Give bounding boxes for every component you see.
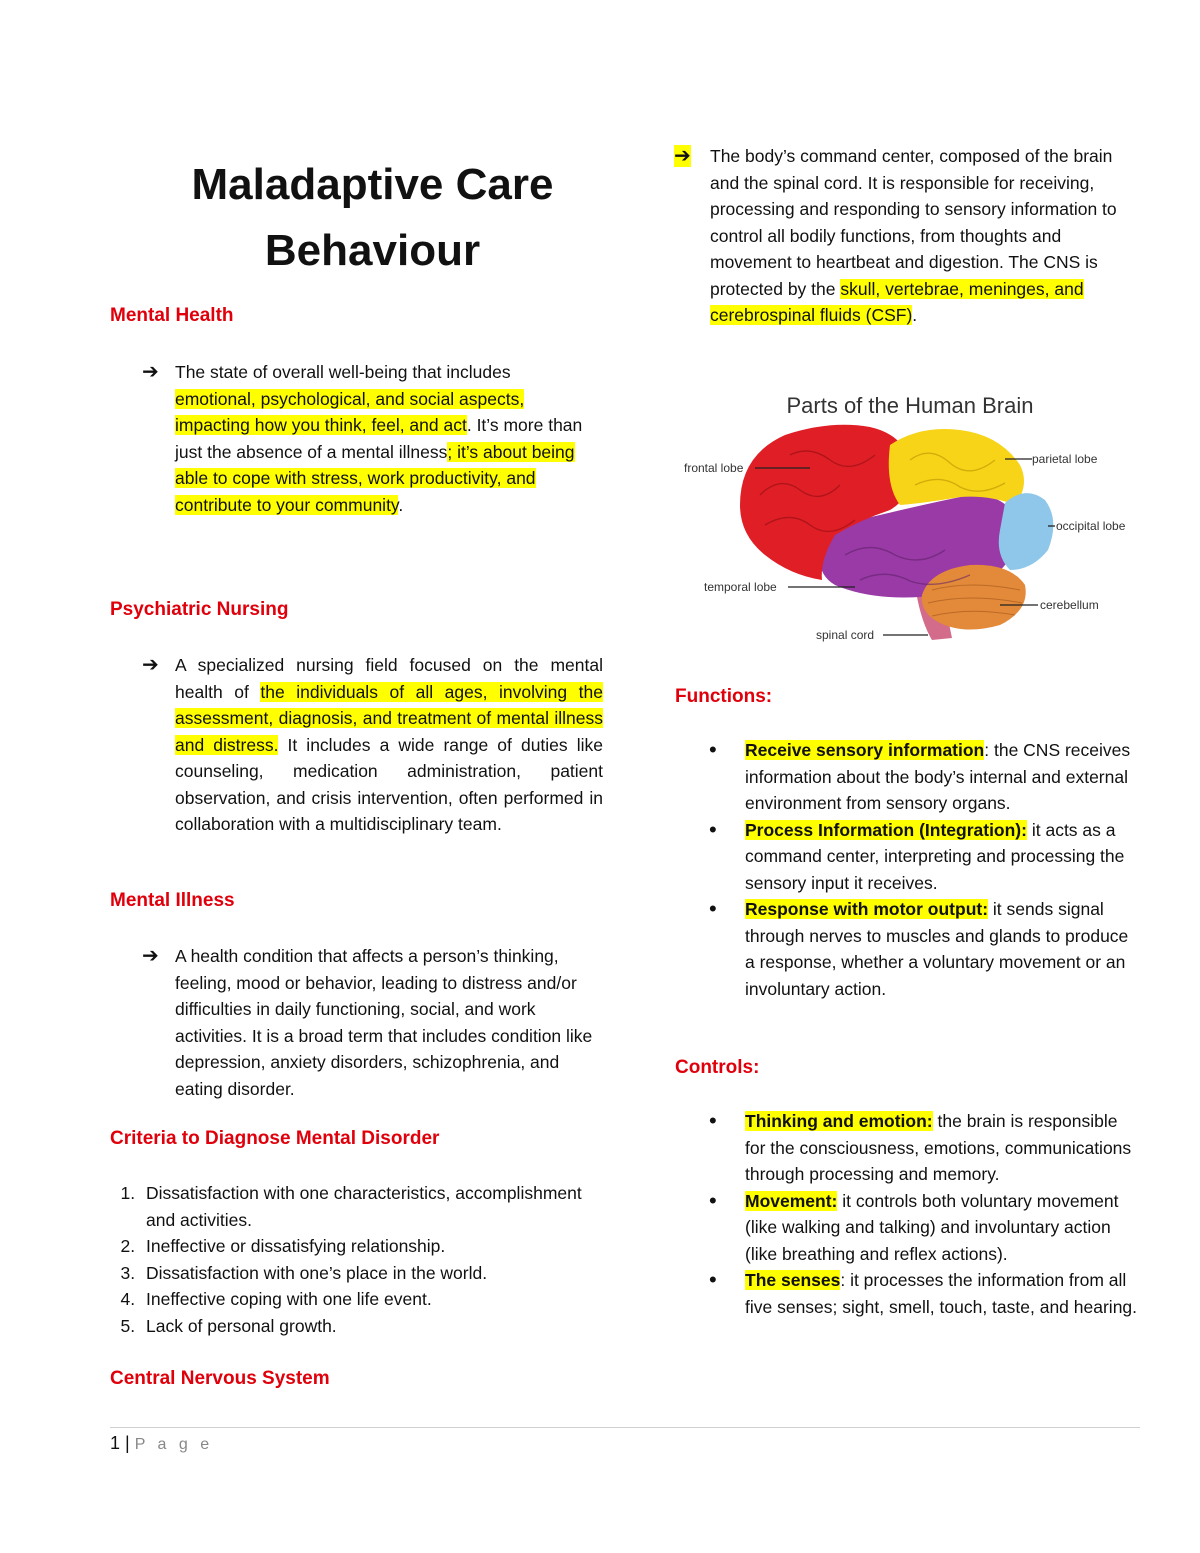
label-parietal-lobe: parietal lobe: [1032, 452, 1098, 466]
label-spinal-cord: spinal cord: [816, 628, 875, 642]
list-item: 1. Dissatisfaction with one characteristics, accomplishment and activities.: [140, 1180, 610, 1233]
highlight: skull, vertebrae, meninges, and cerebrospinal fluids (CSF): [710, 278, 1084, 325]
cns-definition: ➔ The body’s command center, composed of the brain and the spinal cord. It is responsible for receiving, processing and responding to sensory information to control all bodily functions, from thoughts and movement to heartbeat and digestion. The CNS is protected by the skull, vertebrae, meninges, and cerebrospinal fluids (CSF).: [674, 145, 1117, 325]
heading-controls: Controls:: [675, 1057, 760, 1078]
list-item: 3. Dissatisfaction with one’s place in the world.: [140, 1260, 610, 1287]
heading-cns: Central Nervous System: [110, 1368, 330, 1389]
heading-mental-health: Mental Health: [110, 305, 234, 326]
functions-list: [709, 737, 1139, 1002]
highlight: ; it’s about being able to cope with stress, work productivity, and contribute to your community: [175, 441, 575, 515]
page-word: P a g e: [134, 1436, 214, 1453]
list-item: • Thinking and emotion: the brain is responsible for the consciousness, emotions, communications through processing and memory.: [709, 1108, 1139, 1188]
page-number: 1: [110, 1433, 121, 1453]
footer-divider: [110, 1427, 1140, 1428]
page-footer: 1 | P a g e: [110, 1433, 214, 1453]
page-title: Maladaptive Care Behaviour: [191, 160, 554, 275]
label-temporal-lobe: temporal lobe: [704, 580, 777, 594]
mental-health-definition: ➔ The state of overall well-being that includes emotional, psychological, and social aspects, impacting how you think, feel, and act. It’s more than just the absence of a mental illness; it’s about being able to cope with stress, work productivity, and contribute to your community.: [142, 361, 583, 515]
list-item: • Movement: it controls both voluntary movement (like walking and talking) and involuntary action (like breathing and reflex actions).: [709, 1188, 1139, 1268]
list-item: 5. Lack of personal growth.: [140, 1313, 610, 1340]
label-cerebellum: cerebellum: [1040, 598, 1099, 612]
mental-illness-definition: ➔ A health condition that affects a person’s thinking, feeling, mood or behavior, leading to distress and/or difficulties in daily functioning, social, and work activities. It is a broad term that includes condition like depression, anxiety disorders, schizophrenia, and eating disorder.: [142, 945, 593, 1099]
occipital-lobe-shape: [999, 493, 1054, 570]
list-item: 2. Ineffective or dissatisfying relationship.: [140, 1233, 610, 1260]
label-occipital-lobe: occipital lobe: [1056, 519, 1126, 533]
list-item: • Receive sensory information: the CNS receives information about the body’s internal and external environment from sensory organs.: [709, 737, 1139, 817]
arrow-icon: ➔: [674, 145, 691, 167]
highlight: emotional, psychological, and social aspects, impacting how you think, feel, and act: [175, 388, 525, 435]
heading-criteria: Criteria to Diagnose Mental Disorder: [110, 1128, 440, 1149]
arrow-icon: ➔: [142, 654, 159, 676]
list-item: 4. Ineffective coping with one life event.: [140, 1286, 610, 1313]
heading-psychiatric-nursing: Psychiatric Nursing: [110, 599, 289, 620]
controls-list: [709, 1108, 1139, 1320]
arrow-icon: ➔: [142, 945, 159, 967]
label-frontal-lobe: frontal lobe: [684, 461, 744, 475]
brain-figure-title: Parts of the Human Brain: [786, 393, 1034, 418]
list-item: • The senses: it processes the information from all five senses; sight, smell, touch, taste, and hearing.: [709, 1267, 1139, 1320]
heading-mental-illness: Mental Illness: [110, 890, 235, 911]
criteria-list: [110, 1180, 610, 1339]
list-item: • Process Information (Integration): it acts as a command center, interpreting and processing the sensory input it receives.: [709, 817, 1139, 897]
brain-figure: [670, 385, 1150, 655]
psychiatric-nursing-definition: ➔ A specialized nursing field focused on the mental health of the individuals of all ages, involving the assessment, diagnosis, and treatment of mental illness and distress. It includes a wide range of duties like counseling, medication administration, patient observation, and crisis intervention, often performed in collaboration with a multidisciplinary team.: [142, 654, 603, 834]
heading-functions: Functions:: [675, 686, 773, 707]
arrow-icon: ➔: [142, 361, 159, 383]
list-item: • Response with motor output: it sends signal through nerves to muscles and glands to produce a response, whether a voluntary movement or an involuntary action.: [709, 896, 1139, 1002]
highlight: the individuals of all ages, involving the assessment, diagnosis, and treatment of mental illness and distress.: [175, 681, 603, 755]
